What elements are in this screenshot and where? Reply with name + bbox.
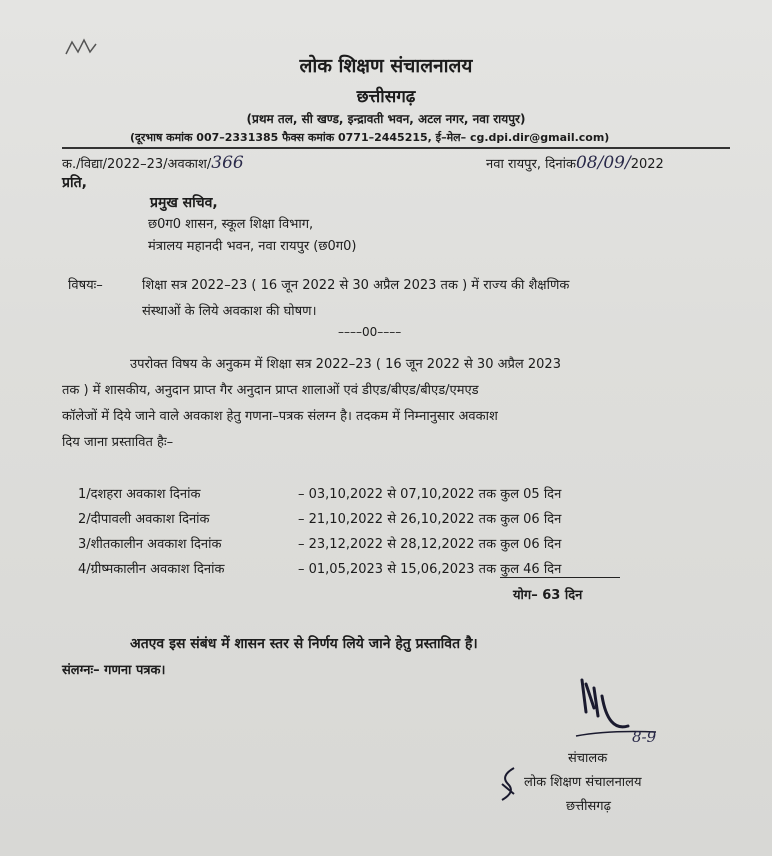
date-year: 2022 (630, 157, 664, 172)
holiday-range: – 21,10,2022 से 26,10,2022 तक कुल 06 दिन (298, 512, 562, 527)
recipient-designation: प्रमुख सचिव, (150, 195, 218, 211)
enclosure-note: संलग्नः– गणना पत्रक। (62, 663, 166, 678)
body-line-1: उपरोक्त विषय के अनुकम में शिक्षा सत्र 2022–23 ( 16 जून 2022 से 30 अप्रैल 2023 (130, 357, 561, 372)
holiday-total: योग– 63 दिन (513, 588, 583, 603)
subject-line-2: संस्थाओं के लिये अवकाश की घोषण। (142, 304, 317, 319)
body-line-4: दिय जाना प्रस्तावित हैः– (62, 435, 174, 450)
reference-number (62, 153, 244, 173)
subject-line-1: शिक्षा सत्र 2022–23 ( 16 जून 2022 से 30 अप्रैल 2023 तक ) में राज्य की शैक्षणिक (142, 278, 570, 293)
total-underline (500, 577, 620, 578)
holiday-range: – 23,12,2022 से 28,12,2022 तक कुल 06 दिन (298, 537, 562, 552)
reference-number-handwritten: 366 (211, 153, 244, 173)
signatory-state: छत्तीसगढ़ (566, 799, 611, 814)
office-state: छत्तीसगढ़ (356, 87, 416, 107)
reference-date (486, 153, 664, 173)
recipient-building: मंत्रालय महानदी भवन, नवा रायपुर (छ0ग0) (148, 239, 357, 254)
holiday-label: 2/दीपावली अवकाश दिनांक (78, 512, 210, 527)
date-handwritten: 08/09/ (575, 153, 631, 173)
holiday-label: 4/ग्रीष्मकालीन अवकाश दिनांक (78, 562, 225, 577)
signature-date: 8-9 (632, 728, 657, 746)
closing-statement: अतएव इस संबंध में शासन स्तर से निर्णय लिये जाने हेतु प्रस्तावित है। (130, 636, 478, 652)
recipient-department: छ0ग0 शासन, स्कूल शिक्षा विभाग, (148, 217, 314, 232)
header-divider (62, 147, 730, 149)
signatory-office: लोक शिक्षण संचालनालय (524, 775, 642, 790)
holiday-label: 1/दशहरा अवकाश दिनांक (78, 487, 201, 502)
to-label: प्रति, (62, 175, 87, 191)
signatory-post: संचालक (568, 751, 608, 766)
initial-mark-icon (496, 764, 520, 804)
office-title: लोक शिक्षण संचालनालय (299, 55, 473, 77)
reference-prefix: क./विद्या/2022–23/अवकाश/ (62, 157, 212, 172)
holiday-label: 3/शीतकालीन अवकाश दिनांक (78, 537, 222, 552)
body-line-2: तक ) में शासकीय, अनुदान प्राप्त गैर अनुदान प्राप्त शालाओं एवं डीएड/बीएड/बीएड/एमएड (62, 383, 479, 398)
office-contact: (दूरभाष कमांक 007–2331385 फैक्स कमांक 0771–2445215, ई–मेल– cg.dpi.dir@gmail.com) (130, 131, 610, 144)
office-address: (प्रथम तल, सी खण्ड, इन्द्रावती भवन, अटल नगर, नवा रायपुर) (246, 112, 526, 126)
holiday-range: – 03,10,2022 से 07,10,2022 तक कुल 05 दिन (298, 487, 562, 502)
holiday-range: – 01,05,2023 से 15,06,2023 तक कुल 46 दिन (298, 562, 562, 577)
body-line-3: कॉलेजों में दिये जाने वाले अवकाश हेतु गणना–पत्रक संलग्न है। तदकम में निम्नानुसार अवकाश (62, 409, 498, 424)
date-place: नवा रायपुर, दिनांक (486, 157, 576, 172)
subject-label: विषयः– (68, 278, 103, 293)
subject-separator: ––––00–––– (338, 325, 402, 339)
